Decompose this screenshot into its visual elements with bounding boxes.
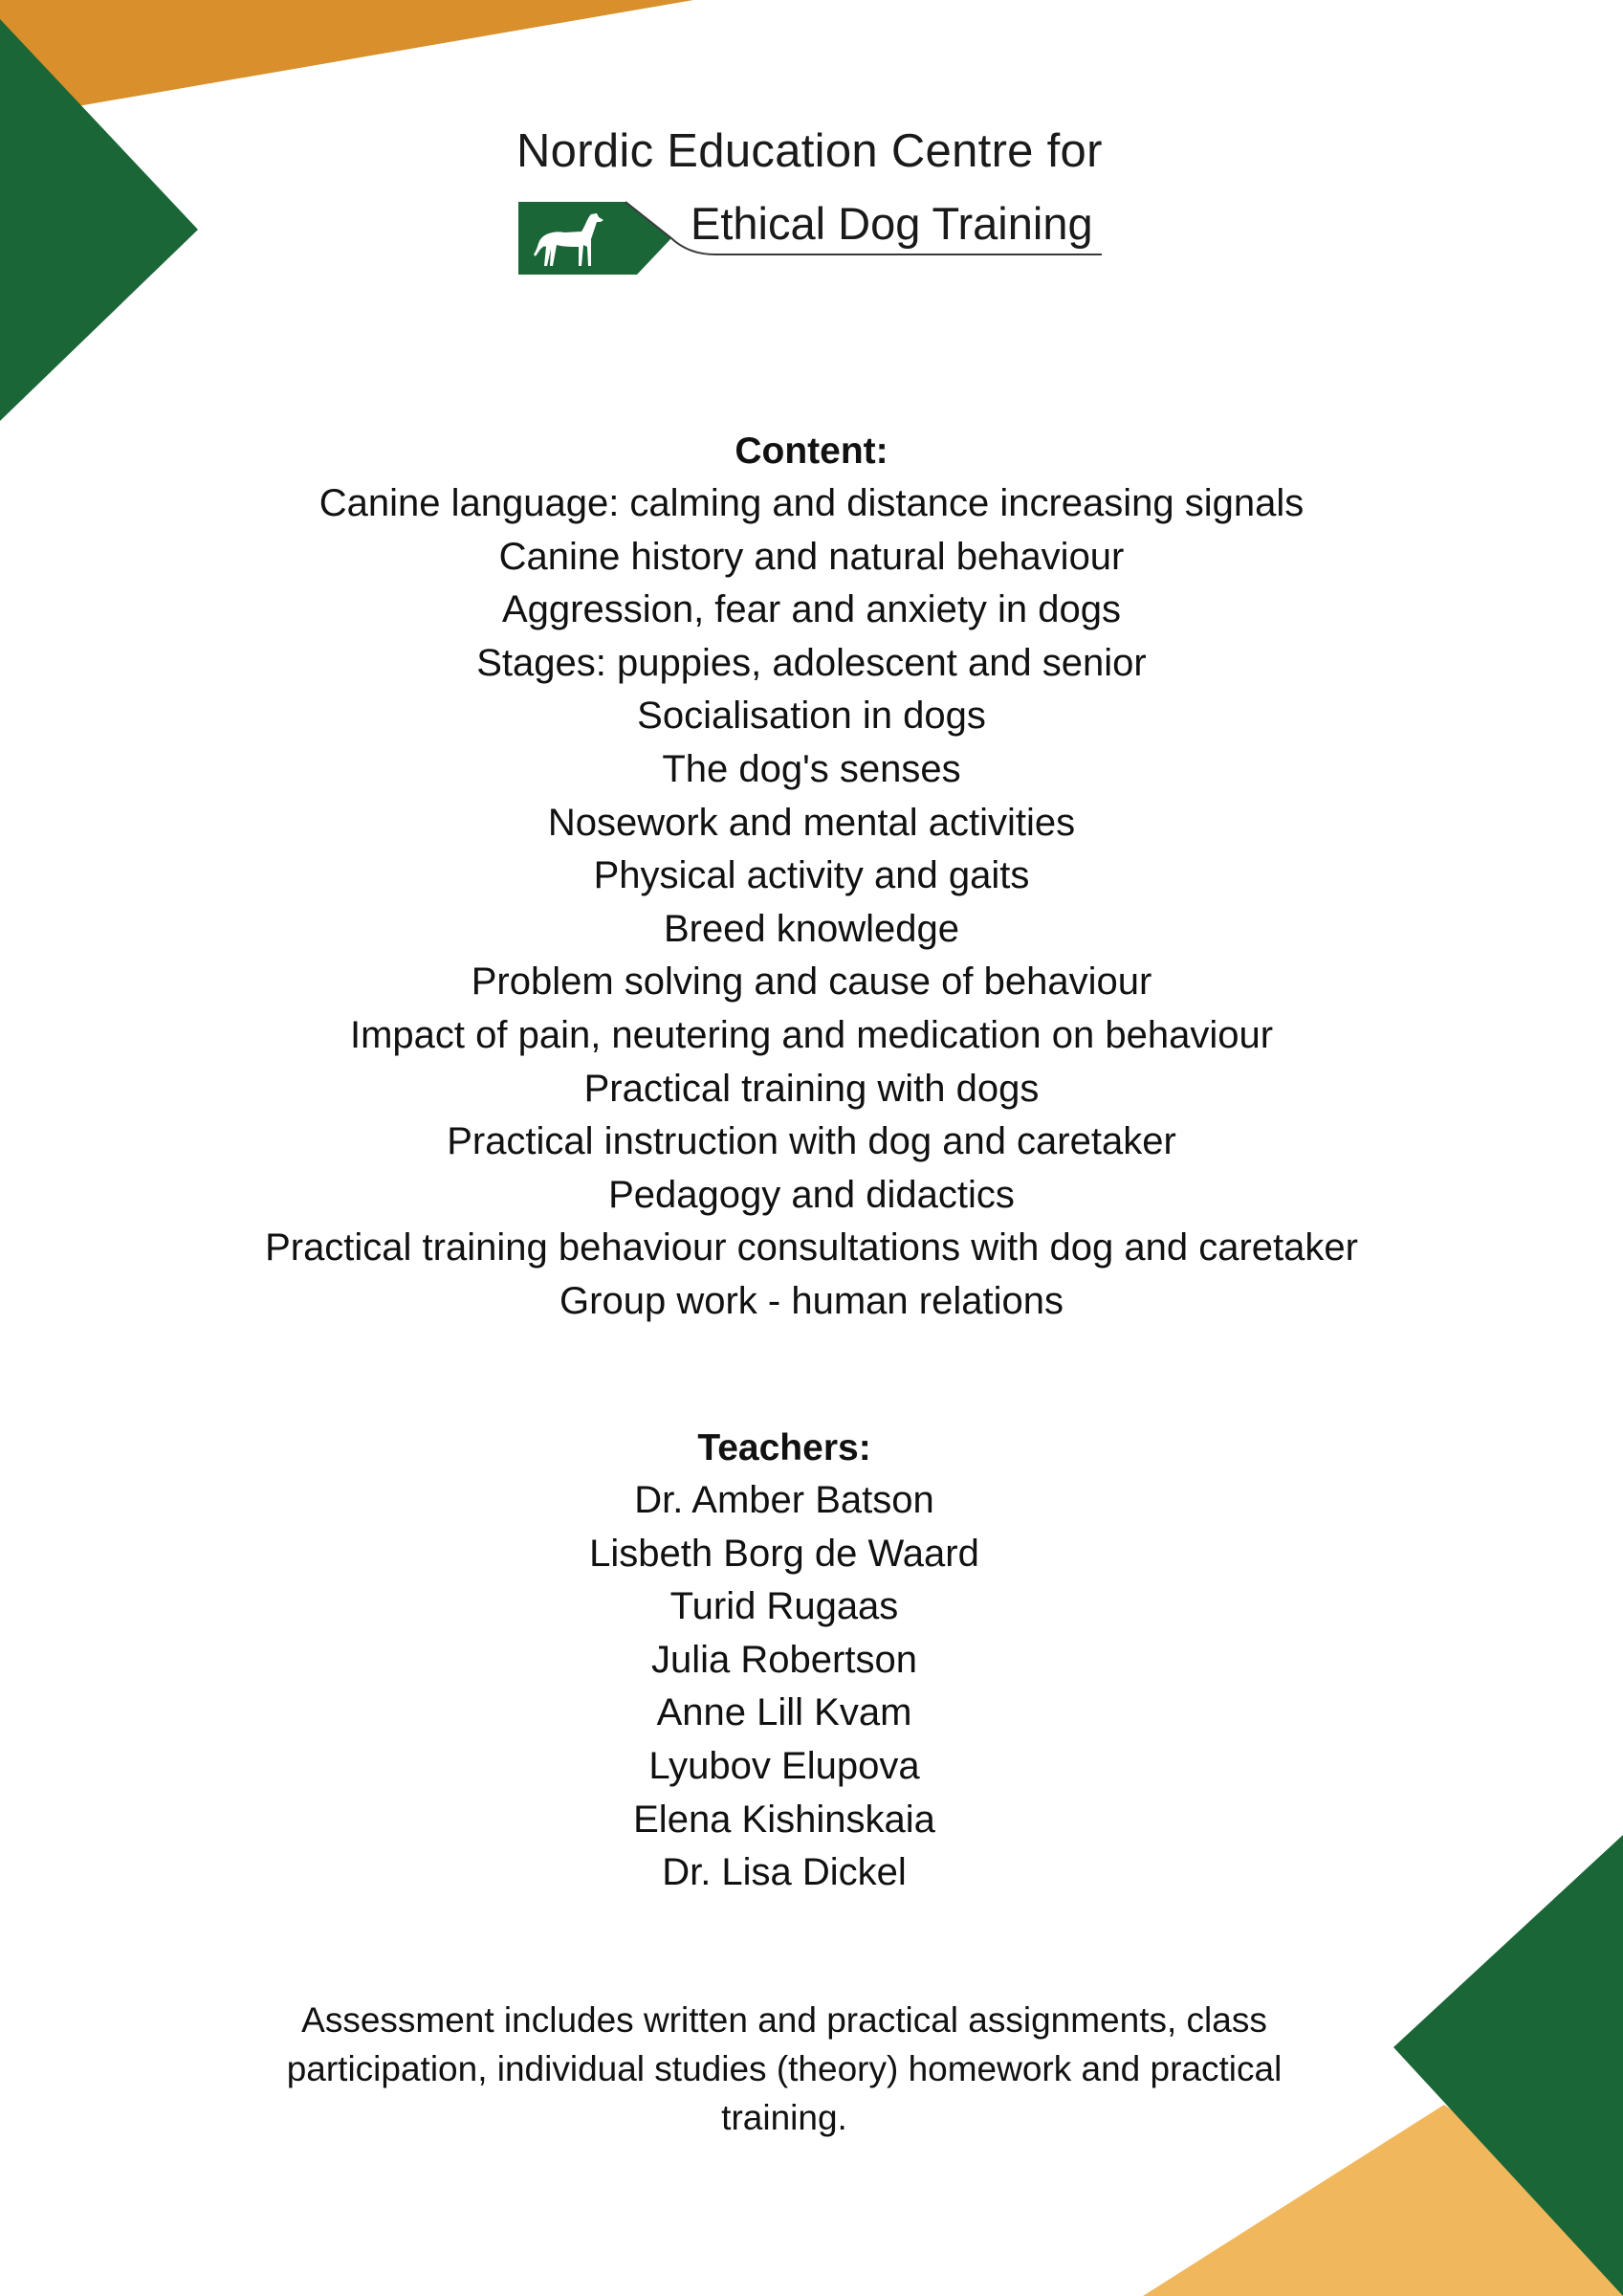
content-item: Group work - human relations — [559, 1279, 1064, 1322]
logo-title-line1: Nordic Education Centre for — [516, 125, 1103, 177]
organization-logo — [515, 124, 1108, 287]
teacher-name: Lisbeth Borg de Waard — [589, 1532, 979, 1575]
teachers-list — [0, 1474, 1568, 1900]
teachers-heading: Teachers: — [697, 1427, 871, 1468]
content-item: Canine language: calming and distance increasing signals — [318, 482, 1305, 524]
content-item: Pedagogy and didactics — [608, 1173, 1015, 1216]
content-item: Breed knowledge — [663, 907, 960, 950]
content-item: Socialisation in dogs — [637, 695, 986, 738]
content-section — [0, 425, 1623, 1329]
teacher-name: Anne Lill Kvam — [656, 1691, 912, 1734]
content-item: Problem solving and cause of behaviour — [471, 960, 1152, 1004]
logo-title-line2: Ethical Dog Training — [691, 198, 1093, 249]
top-orange-band — [0, 0, 693, 120]
content-item: Impact of pain, neutering and medication on behaviour — [349, 1013, 1274, 1056]
teacher-name: Dr. Amber Batson — [634, 1479, 934, 1521]
teacher-name: Lyubov Elupova — [648, 1744, 920, 1787]
content-item: Practical training behaviour consultations with dog and caretaker — [265, 1226, 1358, 1269]
content-list — [0, 477, 1623, 1329]
content-item: Nosework and mental activities — [547, 801, 1076, 844]
teacher-name: Turid Rugaas — [669, 1585, 899, 1628]
teacher-name: Dr. Lisa Dickel — [662, 1851, 907, 1894]
assessment-section — [0, 1996, 1568, 2142]
content-item: Physical activity and gaits — [593, 854, 1030, 897]
content-item: The dog's senses — [662, 747, 961, 790]
content-heading: Content: — [735, 430, 888, 472]
teacher-name: Elena Kishinskaia — [633, 1798, 935, 1841]
content-item: Aggression, fear and anxiety in dogs — [501, 588, 1122, 631]
content-item: Canine history and natural behaviour — [498, 535, 1125, 578]
teacher-name: Julia Robertson — [651, 1638, 917, 1681]
teachers-section — [0, 1422, 1568, 1900]
assessment-text: Assessment includes written and practical assignments, class participation, individual studies (theory) homework and practical training. — [286, 2000, 1283, 2137]
content-item: Stages: puppies, adolescent and senior — [476, 641, 1147, 684]
logo-green-arrow — [518, 202, 671, 275]
content-item: Practical instruction with dog and caretaker — [447, 1120, 1176, 1163]
content-item: Practical training with dogs — [583, 1067, 1040, 1110]
